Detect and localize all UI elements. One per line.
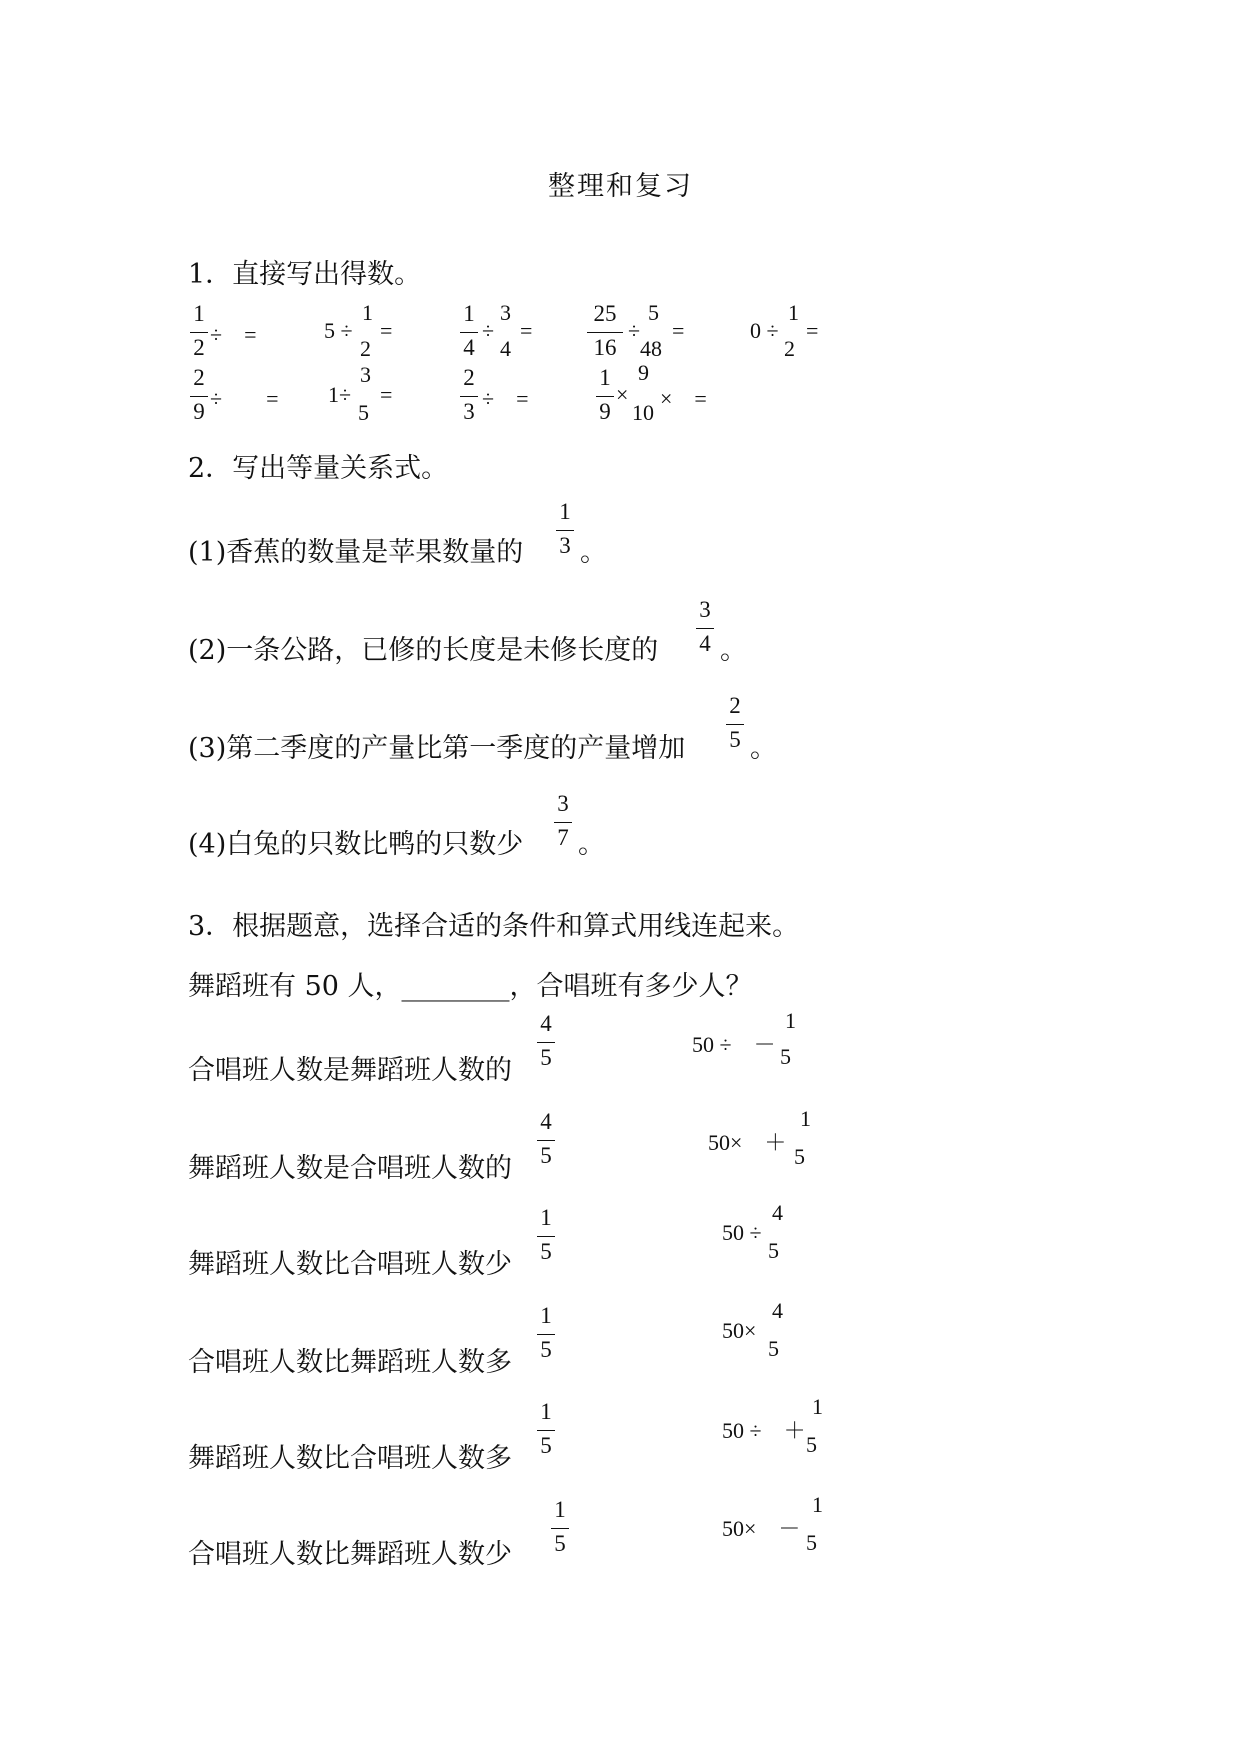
q2-heading: 2．写出等量关系式。 bbox=[188, 453, 449, 484]
clipped-numerator: 3 bbox=[360, 362, 371, 387]
operator: ÷ bbox=[628, 318, 641, 343]
clipped-denominator: 10 bbox=[632, 400, 654, 425]
operator: × = bbox=[660, 386, 707, 411]
clipped-numerator: 3 bbox=[500, 300, 511, 325]
operator: ÷ = bbox=[210, 386, 279, 411]
operator: ÷ = bbox=[210, 322, 257, 347]
operator: ÷ = bbox=[482, 386, 529, 411]
operator: = bbox=[672, 318, 685, 343]
operator: 0 ÷ bbox=[750, 318, 779, 343]
clipped-numerator: 1 bbox=[362, 300, 373, 325]
clipped-denominator: 4 bbox=[500, 336, 511, 361]
operator: = bbox=[520, 318, 533, 343]
q1-heading: 1．直接写出得数。 bbox=[188, 259, 422, 290]
operator: = bbox=[380, 382, 393, 407]
clipped-denominator: 48 bbox=[640, 336, 662, 361]
clipped-denominator: 2 bbox=[360, 336, 371, 361]
q3-question: 舞蹈班有 50 人，________，合唱班有多少人？ bbox=[188, 971, 753, 1002]
clipped-numerator: 1 bbox=[788, 300, 799, 325]
clipped-numerator: 5 bbox=[648, 300, 659, 325]
q3-heading: 3．根据题意，选择合适的条件和算式用线连起来。 bbox=[188, 911, 800, 942]
operator: × bbox=[616, 382, 629, 407]
clipped-denominator: 2 bbox=[784, 336, 795, 361]
clipped-denominator: 5 bbox=[358, 400, 369, 425]
operator: 1÷ bbox=[328, 382, 352, 407]
clipped-numerator: 9 bbox=[638, 360, 649, 385]
operator: 5 ÷ bbox=[324, 318, 353, 343]
operator: = bbox=[380, 318, 393, 343]
operator: = bbox=[806, 318, 819, 343]
page-title: 整理和复习 bbox=[548, 171, 693, 202]
operator: ÷ bbox=[482, 318, 495, 343]
